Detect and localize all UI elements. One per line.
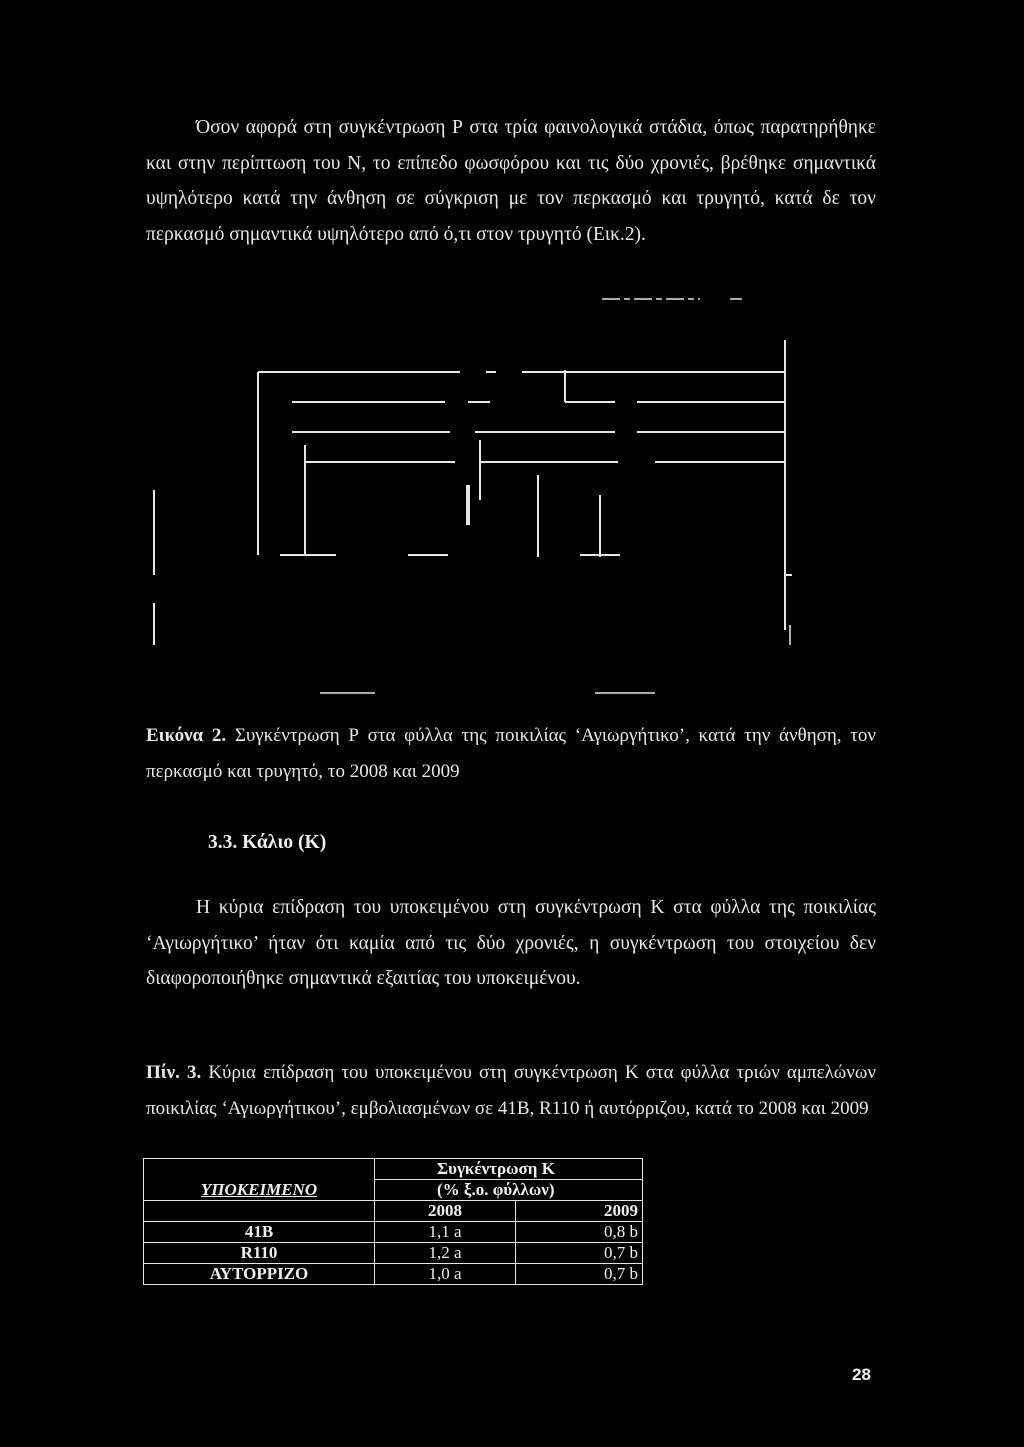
cell-2008: 1,0 a [375,1264,516,1285]
paragraph-potassium: Η κύρια επίδραση του υποκειμένου στη συγκέντρωση Κ στα φύλλα της ποικιλίας ‘Αγιωργήτικο’ ήταν ότι καμία από τις δύο χρονιές, η συγκέντρωση του στοιχείου δεν διαφοροποιήθηκε σημαντικά εξαιτίας του υποκειμένου. [146,897,876,989]
table-caption-label: Πίν. 3. [146,1062,202,1083]
table-caption-text: Κύρια επίδραση του υποκειμένου στη συγκέντρωση Κ στα φύλλα τριών αμπελώνων ποικιλίας ‘Αγιωργήτικου’, εμβολιασμένων σε 41Β, R110 ή αυτόρριζου, κατά το 2008 και 2009 [146,1062,876,1119]
potassium-table [143,1158,643,1285]
col-header-2009: 2009 [516,1201,643,1222]
paragraph-phosphorus: Όσον αφορά στη συγκέντρωση Ρ στα τρία φαινολογικά στάδια, όπως παρατηρήθηκε και στην περίπτωση του Ν, το επίπεδο φωσφόρου και τις δύο χρονιές, βρέθηκε σημαντικά υψηλότερο κατά την άνθηση σε σύγκριση με τον περκασμό και τρυγητό, κατά δε τον περκασμό σημαντικά υψηλότερο από ό,τι στον τρυγητό (Εικ.2). [146,117,876,245]
page-number: 28 [852,1365,871,1384]
cell-2008: 1,1 a [375,1222,516,1243]
row-name: ΑΥΤΟΡΡΙΖΟ [144,1264,375,1285]
figure-caption-text: Συγκέντρωση Ρ στα φύλλα της ποικιλίας ‘Αγιωργήτικο’, κατά την άνθηση, τον περκασμό και τρυγητό, το 2008 και 2009 [146,725,876,782]
table-row [144,1222,643,1243]
cell-2009: 0,7 b [516,1264,643,1285]
empty-cell [144,1201,375,1222]
table-year-row [144,1201,643,1222]
row-name: R110 [144,1243,375,1264]
col-header-group-line1: Συγκέντρωση Κ [375,1159,643,1180]
table-header-row [144,1159,643,1180]
cell-2009: 0,8 b [516,1222,643,1243]
figure-2-chart-remnant [140,285,900,705]
col-header-rootstock: ΥΠΟΚΕΙΜΕΝΟ [144,1159,375,1201]
figure-caption [146,718,876,790]
table-row [144,1243,643,1264]
section-heading: 3.3. Κάλιο (Κ) [208,832,327,853]
col-header-2008: 2008 [375,1201,516,1222]
figure-caption-label: Εικόνα 2. [146,725,227,746]
table-row [144,1264,643,1285]
cell-2008: 1,2 a [375,1243,516,1264]
col-header-group-line2: (% ξ.ο. φύλλων) [375,1180,643,1201]
row-name: 41B [144,1222,375,1243]
figure-2-lines [140,285,900,705]
table-caption [146,1055,876,1127]
cell-2009: 0,7 b [516,1243,643,1264]
